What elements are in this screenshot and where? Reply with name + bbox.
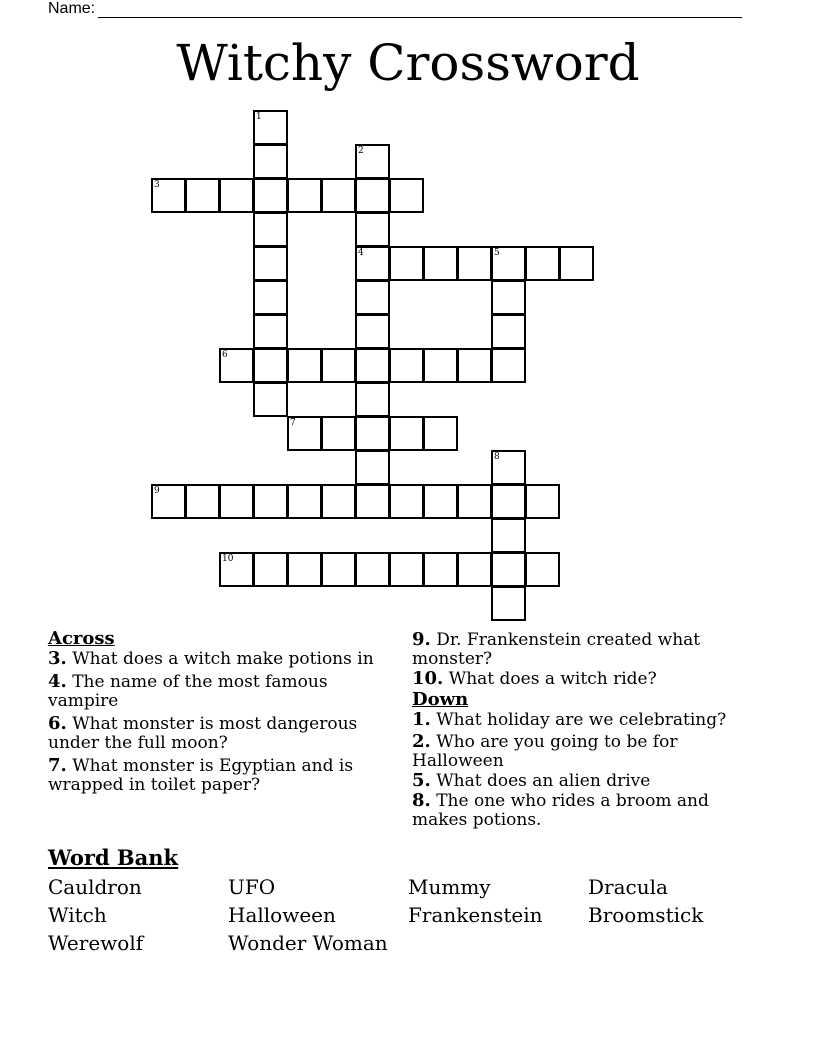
- crossword-cell[interactable]: [185, 484, 220, 519]
- word-bank-word: Broomstick: [588, 903, 704, 927]
- crossword-cell[interactable]: [321, 178, 356, 213]
- clue-number-label: 9: [154, 486, 160, 496]
- crossword-cell[interactable]: [389, 178, 424, 213]
- crossword-cell[interactable]: [355, 178, 390, 213]
- crossword-cell[interactable]: [491, 552, 526, 587]
- word-bank-word: Halloween: [228, 903, 336, 927]
- crossword-cell[interactable]: [355, 314, 390, 349]
- crossword-cell[interactable]: [321, 416, 356, 451]
- down-clue: 8. The one who rides a broom and makes potions.: [412, 790, 709, 830]
- crossword-cell[interactable]: [355, 484, 390, 519]
- word-bank-word: Wonder Woman: [228, 931, 388, 955]
- crossword-cell[interactable]: [287, 552, 322, 587]
- word-bank-word: Dracula: [588, 875, 668, 899]
- crossword-cell[interactable]: [355, 552, 390, 587]
- crossword-cell[interactable]: [253, 382, 288, 417]
- crossword-cell[interactable]: [389, 246, 424, 281]
- clues-right-column: [412, 630, 752, 833]
- across-clue: 9. Dr. Frankenstein created what monster?: [412, 629, 701, 669]
- clue-number-label: 10: [222, 554, 234, 564]
- crossword-cell[interactable]: [457, 246, 492, 281]
- crossword-cell[interactable]: [321, 552, 356, 587]
- crossword-cell[interactable]: [525, 552, 560, 587]
- crossword-cell[interactable]: [253, 552, 288, 587]
- word-bank-word: Cauldron: [48, 875, 142, 899]
- crossword-cell[interactable]: [253, 348, 288, 383]
- down-clue: 1. What holiday are we celebrating?: [412, 709, 727, 730]
- word-bank-word: Werewolf: [48, 931, 144, 955]
- crossword-cell[interactable]: [491, 484, 526, 519]
- down-clue: 2. Who are you going to be for Halloween: [412, 731, 678, 771]
- crossword-cell[interactable]: [253, 280, 288, 315]
- crossword-cell[interactable]: [355, 280, 390, 315]
- crossword-cell[interactable]: [287, 348, 322, 383]
- crossword-cell[interactable]: [423, 552, 458, 587]
- crossword-cell[interactable]: [423, 246, 458, 281]
- across-clue: 3. What does a witch make potions in: [48, 648, 374, 669]
- crossword-cell[interactable]: [355, 348, 390, 383]
- crossword-cell[interactable]: [491, 518, 526, 553]
- crossword-cell[interactable]: [491, 314, 526, 349]
- crossword-cell[interactable]: [185, 178, 220, 213]
- clue-number-label: 5: [494, 248, 500, 258]
- across-clue: 6. What monster is most dangerous under the full moon?: [48, 713, 358, 753]
- crossword-cell[interactable]: [423, 484, 458, 519]
- crossword-cell[interactable]: [253, 484, 288, 519]
- clue-number-label: 1: [256, 112, 262, 122]
- crossword-cell[interactable]: [219, 178, 254, 213]
- across-clue: 10. What does a witch ride?: [412, 668, 657, 689]
- down-heading: Down: [412, 689, 469, 710]
- crossword-cell[interactable]: [253, 144, 288, 179]
- clue-number-label: 6: [222, 350, 228, 360]
- crossword-cell[interactable]: [355, 416, 390, 451]
- word-bank-word: Mummy: [408, 875, 491, 899]
- crossword-cell[interactable]: [457, 552, 492, 587]
- crossword-cell[interactable]: [389, 484, 424, 519]
- crossword-cell[interactable]: [457, 348, 492, 383]
- crossword-cell[interactable]: [253, 212, 288, 247]
- word-bank-word: Frankenstein: [408, 903, 543, 927]
- name-blank-line[interactable]: [98, 3, 742, 18]
- crossword-cell[interactable]: [389, 416, 424, 451]
- down-clue: 5. What does an alien drive: [412, 770, 651, 791]
- page-title: Witchy Crossword: [176, 34, 640, 92]
- word-bank-word: Witch: [48, 903, 107, 927]
- word-bank-title: Word Bank: [48, 845, 179, 870]
- crossword-cell[interactable]: [253, 246, 288, 281]
- clue-number-label: 7: [290, 418, 296, 428]
- crossword-cell[interactable]: [559, 246, 594, 281]
- crossword-cell[interactable]: [389, 552, 424, 587]
- crossword-cell[interactable]: [355, 382, 390, 417]
- crossword-cell[interactable]: [525, 484, 560, 519]
- word-bank-word: UFO: [228, 875, 276, 899]
- across-heading: Across: [48, 628, 115, 649]
- crossword-cell[interactable]: [457, 484, 492, 519]
- crossword-cell[interactable]: [253, 178, 288, 213]
- clue-number-label: 2: [358, 146, 364, 156]
- crossword-cell[interactable]: [423, 348, 458, 383]
- clue-number-label: 8: [494, 452, 500, 462]
- name-field[interactable]: [48, 0, 742, 18]
- crossword-cell[interactable]: [423, 416, 458, 451]
- crossword-cell[interactable]: [219, 484, 254, 519]
- crossword-cell[interactable]: [355, 450, 390, 485]
- crossword-cell[interactable]: [321, 348, 356, 383]
- across-clue: 4. The name of the most famous vampire: [48, 671, 328, 711]
- name-label: Name:: [48, 0, 96, 17]
- crossword-cell[interactable]: [525, 246, 560, 281]
- crossword-cell[interactable]: [491, 280, 526, 315]
- clues-left-column: [48, 628, 378, 798]
- crossword-cell[interactable]: [491, 348, 526, 383]
- crossword-cell[interactable]: [389, 348, 424, 383]
- crossword-cell[interactable]: [287, 484, 322, 519]
- crossword-cell[interactable]: [491, 586, 526, 621]
- crossword-cell[interactable]: [321, 484, 356, 519]
- crossword-cell[interactable]: [287, 178, 322, 213]
- clue-number-label: 4: [358, 248, 364, 258]
- across-clue: 7. What monster is Egyptian and is wrapped in toilet paper?: [48, 755, 354, 795]
- crossword-cell[interactable]: [355, 212, 390, 247]
- clue-number-label: 3: [154, 180, 160, 190]
- crossword-cell[interactable]: [253, 314, 288, 349]
